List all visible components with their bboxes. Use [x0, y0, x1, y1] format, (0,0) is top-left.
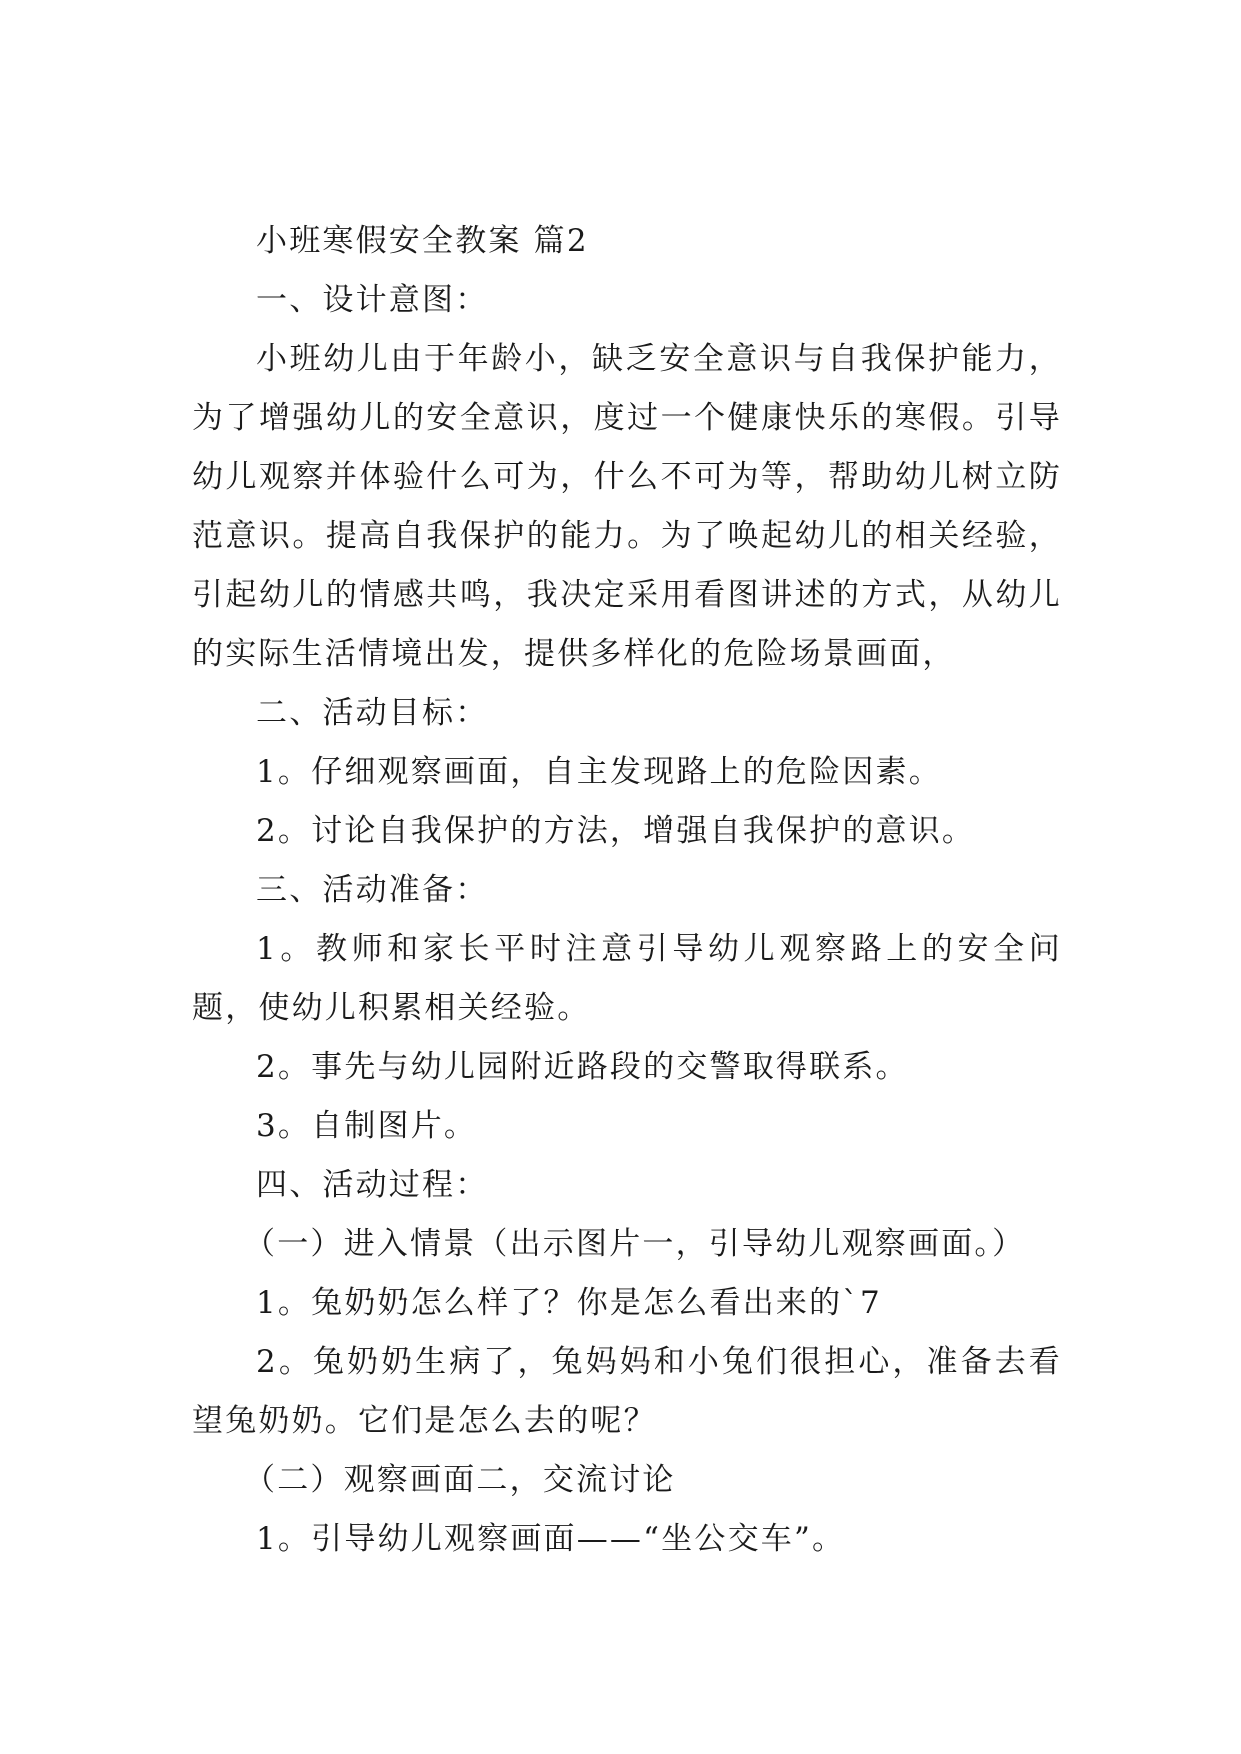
- section-heading-activity-prep: 三、活动准备：: [256, 872, 489, 908]
- process-item-1: 1。兔奶奶怎么样了？你是怎么看出来的`7: [256, 1285, 882, 1321]
- section-heading-design-intent: 一、设计意图：: [256, 282, 489, 318]
- document-title: 小班寒假安全教案 篇2: [256, 223, 589, 259]
- prep-item-3: 3。自制图片。: [256, 1108, 478, 1144]
- goal-item-1: 1。仔细观察画面，自主发现路上的危险因素。: [256, 754, 942, 790]
- paragraph-design-intent: 小班幼儿由于年龄小，缺乏安全意识与自我保护能力，为了增强幼儿的安全意识，度过一个健康快乐的寒假。引导幼儿观察并体验什么可为，什么不可为等，帮助幼儿树立防范意识。提高自我保护的能力。为了唤起幼儿的相关经验，引起幼儿的情感共鸣，我决定采用看图讲述的方式，从幼儿的实际生活情境出发，提供多样化的危险场景画面，: [192, 341, 1062, 672]
- document-page: [192, 212, 1062, 1569]
- subsection-enter-scene: （一）进入情景（出示图片一，引导幼儿观察画面。）: [244, 1226, 1026, 1262]
- section-heading-activity-process: 四、活动过程：: [256, 1167, 489, 1203]
- goal-item-2: 2。讨论自我保护的方法，增强自我保护的意识。: [256, 813, 976, 849]
- prep-item-2: 2。事先与幼儿园附近路段的交警取得联系。: [256, 1049, 909, 1085]
- process-item-2: 2。兔奶奶生病了，兔妈妈和小兔们很担心，准备去看望兔奶奶。它们是怎么去的呢？: [192, 1344, 1062, 1439]
- process-item-3: 1。引导幼儿观察画面——“坐公交车”。: [256, 1521, 846, 1557]
- subsection-observe-picture-2: （二）观察画面二，交流讨论: [244, 1462, 676, 1498]
- section-heading-activity-goals: 二、活动目标：: [256, 695, 489, 731]
- prep-item-1: 1。教师和家长平时注意引导幼儿观察路上的安全问题，使幼儿积累相关经验。: [192, 931, 1062, 1026]
